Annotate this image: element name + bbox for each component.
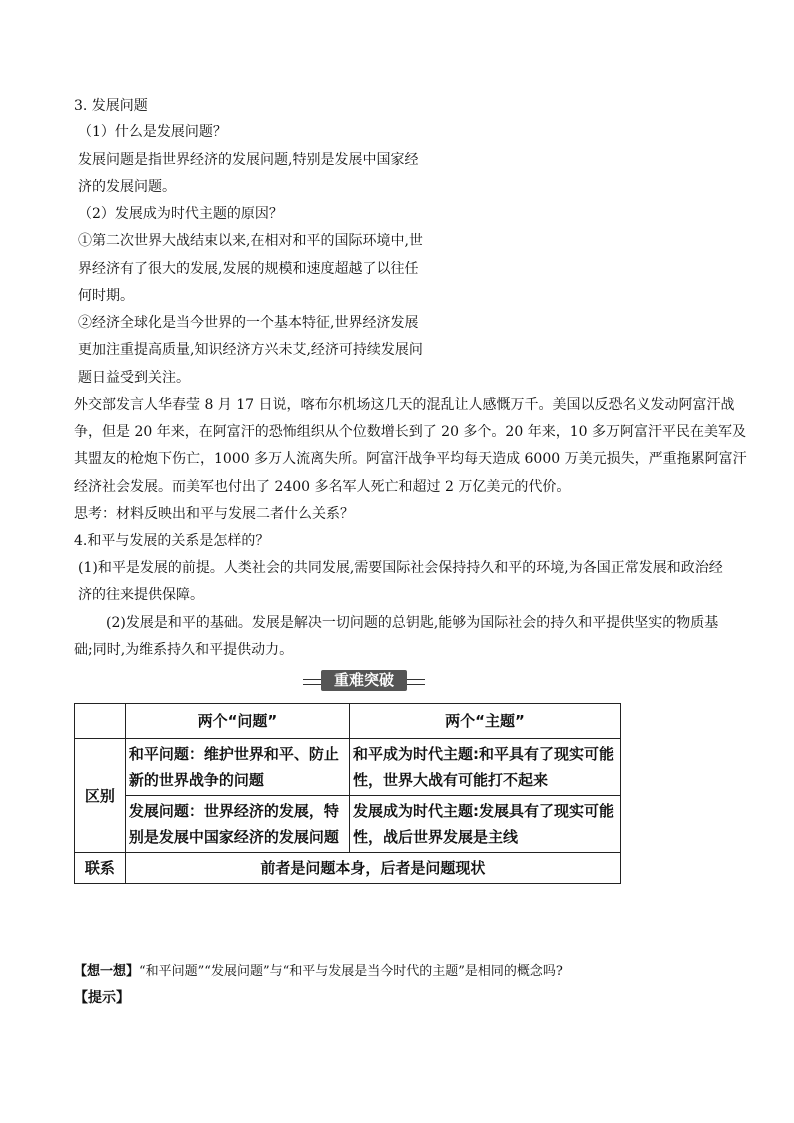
material-line-2: 争，但是 20 年来，在阿富汗的恐怖组织从个位数增长到了 20 多个。20 年来，10 多万阿富汗平民在美军及	[74, 424, 746, 440]
reason-1-line-3: 何时期。	[78, 288, 134, 304]
table-cell: 发展问题：世界经济的发展，特别是发展中国家经济的发展问题	[125, 796, 349, 853]
relationship-2-line-2: 础;同时,为维系持久和平提供动力。	[74, 642, 294, 658]
material-line-4: 经济社会发展。而美军也付出了 2400 多名军人死亡和超过 2 万亿美元的代价。	[74, 479, 571, 495]
reason-1-line-2: 界经济有了很大的发展,发展的规模和速度超越了以往任	[78, 261, 419, 277]
hint-tag: 【提示】	[74, 990, 130, 1006]
relationship-1-line-2: 济的往来提供保障。	[78, 587, 204, 603]
relationship-2-line-1: (2)发展是和平的基础。发展是解决一切问题的总钥匙,能够为国际社会的持久和平提供坚实的物质基	[106, 615, 719, 631]
material-line-1: 外交部发言人华春莹 8 月 17 日说，喀布尔机场这几天的混乱让人感慨万千。美国以反恐名义发动阿富汗战	[74, 397, 735, 413]
table-header-cell: 两个“问题”	[125, 704, 349, 739]
section-heading	[303, 670, 425, 692]
table-row	[75, 739, 621, 796]
table-header-cell	[75, 704, 126, 739]
table-row	[75, 853, 621, 884]
relationship-1-line-1: (1)和平是发展的前提。人类社会的共同发展,需要国际社会保持持久和平的环境,为各国正常发展和政治经	[78, 560, 723, 576]
reason-2-line-3: 题日益受到关注。	[78, 370, 190, 386]
row-label-connection: 联系	[75, 853, 126, 884]
table-cell: 和平问题：维护世界和平、防止新的世界战争的问题	[125, 739, 349, 796]
reason-2-line-1: ②经济全球化是当今世界的一个基本特征,世界经济发展	[78, 315, 419, 331]
think-question: 思考：材料反映出和平与发展二者什么关系？	[74, 506, 354, 522]
think-tag: 【想一想】	[74, 964, 140, 979]
table-cell: 发展成为时代主题:发展具有了现实可能性，战后世界发展是主线	[350, 796, 621, 853]
table-cell: 前者是问题本身，后者是问题现状	[125, 853, 620, 884]
question-2: （2）发展成为时代主题的原因？	[78, 206, 283, 222]
comparison-table	[74, 703, 621, 884]
section-title-relationship: 4.和平与发展的关系是怎样的？	[74, 533, 270, 549]
row-label-difference: 区别	[75, 739, 126, 853]
answer-1-line-1: 发展问题是指世界经济的发展问题,特别是发展中国家经	[78, 152, 419, 168]
heading-label: 重难突破	[321, 670, 407, 691]
table-cell: 和平成为时代主题:和平具有了现实可能性，世界大战有可能打不起来	[350, 739, 621, 796]
table-header-row	[75, 704, 621, 739]
material-line-3: 其盟友的枪炮下伤亡，1000 多万人流离失所。阿富汗战争平均每天造成 6000 万美元损失，严重拖累阿富汗	[74, 451, 747, 467]
think-prompt	[74, 962, 563, 982]
think-text: “和平问题”“发展问题”与“和平与发展是当今时代的主题”是相同的概念吗?	[139, 964, 563, 979]
answer-1-line-2: 济的发展问题。	[78, 179, 176, 195]
section-title-development-problem: 3. 发展问题	[74, 98, 148, 114]
reason-2-line-2: 更加注重提高质量,知识经济方兴未艾,经济可持续发展问	[78, 342, 423, 358]
reason-1-line-1: ①第二次世界大战结束以来,在相对和平的国际环境中,世	[78, 233, 423, 249]
table-header-cell: 两个“主题”	[350, 704, 621, 739]
question-1: （1）什么是发展问题？	[78, 124, 227, 140]
table-row	[75, 796, 621, 853]
